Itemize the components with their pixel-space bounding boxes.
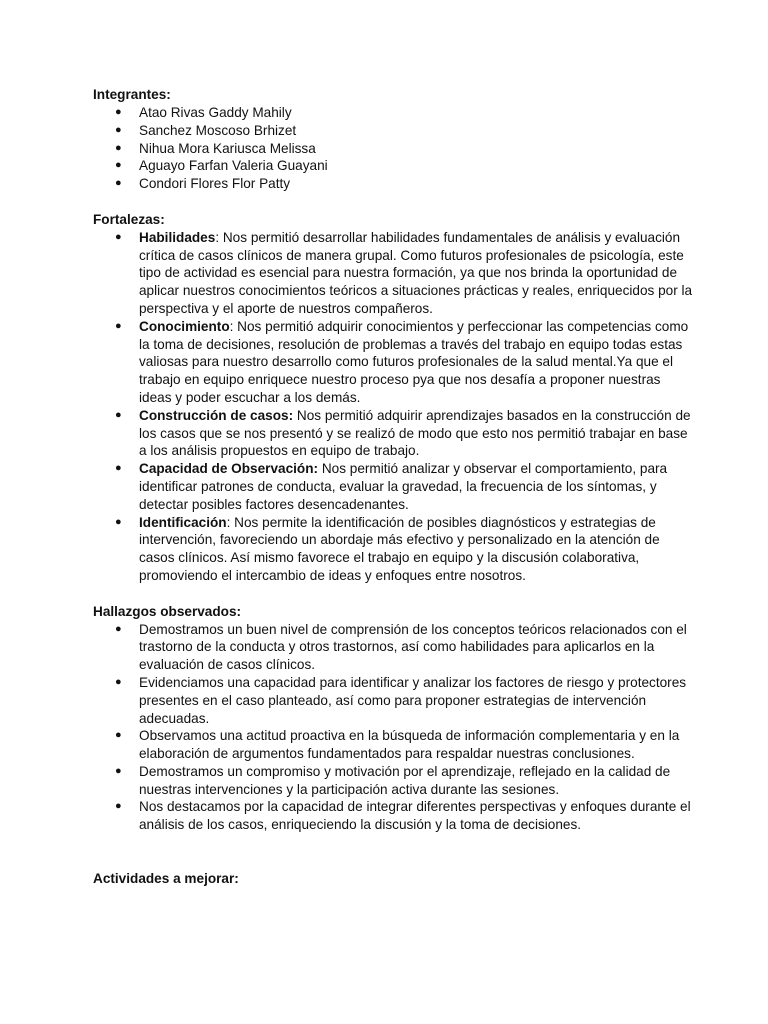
list-item — [93, 140, 693, 158]
list-item — [93, 798, 693, 834]
bullet-icon: ● — [115, 408, 122, 421]
list-item — [93, 407, 693, 460]
strength-term: Construcción de casos: — [139, 407, 294, 423]
strength-text: Nos permitió adquirir aprendizajes basados en la construcción de los casos que se nos presentó y se realizó de modo que esto nos permitió trabajar en base a los análisis propuestos en equipo de trabajo. — [139, 407, 691, 459]
member-name: Atao Rivas Gaddy Mahily — [139, 105, 292, 120]
bullet-icon: ● — [115, 462, 122, 475]
list-item — [93, 122, 693, 140]
spacer — [93, 834, 693, 870]
strength-term: Identificación — [139, 514, 227, 530]
integrantes-title: Integrantes: — [93, 87, 171, 102]
strength-text: : Nos permite la identificación de posibles diagnósticos y estrategias de intervención, favoreciendo un abordaje más efectivo y personalizado en la atención de casos clínicos. Así mismo favorece el trabajo en equipo y la discusión colaborativa, promoviendo el intercambio de ideas y enfoques entre nosotros. — [139, 514, 660, 583]
finding-text: Demostramos un compromiso y motivación por el aprendizaje, reflejado en la calidad de nuestras intervenciones y la participación activa durante las sesiones. — [139, 763, 671, 797]
finding-text: Evidenciamos una capacidad para identificar y analizar los factores de riesgo y protectores presentes en el caso planteado, así como para proponer estrategias de intervención adecuadas. — [139, 674, 687, 726]
finding-text: Observamos una actitud proactiva en la búsqueda de información complementaria y en la elaboración de argumentos fundamentados para respaldar nuestras conclusiones. — [139, 728, 680, 762]
spacer — [93, 585, 693, 603]
member-name: Sanchez Moscoso Brhizet — [139, 122, 297, 138]
bullet-icon: ● — [115, 177, 122, 190]
finding-text: Nos destacamos por la capacidad de integrar diferentes perspectivas y enfoques durante el análisis de los casos, enriqueciendo la discusión y la toma de decisiones. — [139, 799, 691, 833]
hallazgos-list — [93, 621, 693, 835]
list-item — [93, 674, 693, 727]
member-name: Condori Flores Flor Patty — [139, 176, 291, 192]
hallazgos-title: Hallazgos observados: — [93, 603, 242, 619]
document-page — [93, 86, 693, 888]
bullet-icon: ● — [115, 800, 122, 813]
bullet-icon: ● — [115, 729, 122, 742]
strength-text: : Nos permitió desarrollar habilidades fundamentales de análisis y evaluación crítica de casos clínicos de manera grupal. Como futuros profesionales de psicología, este tipo de actividad es esencial para nuestra formación, ya que nos brinda la oportunidad de aplicar nuestros conocimientos teóricos a situaciones prácticas y reales, enriquecidos por la perspectiva y el aporte de nuestros compañeros. — [139, 229, 693, 316]
fortalezas-title: Fortalezas: — [93, 211, 165, 227]
strength-term: Habilidades — [139, 229, 216, 245]
list-item — [93, 727, 693, 763]
bullet-icon: ● — [115, 123, 122, 136]
list-item — [93, 621, 693, 674]
list-item — [93, 460, 693, 513]
members-list — [93, 104, 693, 193]
list-item — [93, 229, 693, 318]
list-item — [93, 763, 693, 799]
list-item — [93, 175, 693, 193]
strength-text: : Nos permitió adquirir conocimientos y perfeccionar las competencias como la toma de decisiones, resolución de problemas a través del trabajo en equipo todas estas valiosas para nuestro desarrollo como futuros profesionales de la salud mental.Ya que el trabajo en equipo enriquece nuestro proceso pya que nos desafía a proponer nuestras ideas y poder escuchar a los demás. — [139, 318, 689, 405]
bullet-icon: ● — [115, 764, 122, 777]
bullet-icon: ● — [115, 675, 122, 688]
bullet-icon: ● — [115, 106, 122, 118]
list-item — [93, 514, 693, 585]
member-name: Nihua Mora Kariusca Melissa — [139, 140, 316, 156]
strength-term: Conocimiento — [139, 318, 230, 334]
bullet-icon: ● — [115, 622, 122, 635]
strength-term: Capacidad de Observación: — [139, 461, 319, 477]
spacer — [93, 193, 693, 211]
bullet-icon: ● — [115, 230, 122, 243]
bullet-icon: ● — [115, 159, 122, 172]
finding-text: Demostramos un buen nivel de comprensión de los conceptos teóricos relacionados con el trastorno de la conducta y otros trastornos, así como habilidades para aplicarlos en la evaluación de casos clínicos. — [139, 621, 687, 673]
actividades-title: Actividades a mejorar: — [93, 870, 239, 886]
strength-text: Nos permitió analizar y observar el comportamiento, para identificar patrones de conducta, evaluar la gravedad, la frecuencia de los síntomas, y detectar posibles factores desencadenantes. — [139, 461, 668, 512]
bullet-icon: ● — [115, 515, 122, 528]
bullet-icon: ● — [115, 141, 122, 154]
list-item — [93, 157, 693, 175]
bullet-icon: ● — [115, 319, 122, 332]
member-name: Aguayo Farfan Valeria Guayani — [139, 158, 328, 174]
list-item — [93, 318, 693, 407]
list-item — [93, 104, 693, 122]
fortalezas-list — [93, 229, 693, 585]
